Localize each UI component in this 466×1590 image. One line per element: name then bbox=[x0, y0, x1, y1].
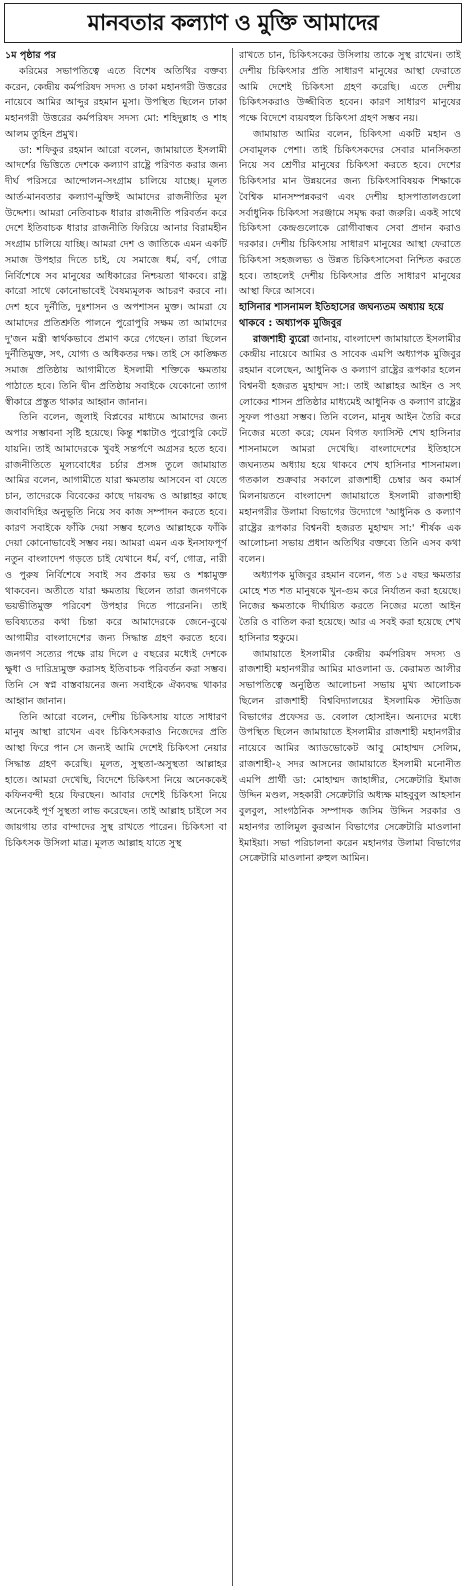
article-column-left bbox=[5, 48, 227, 1586]
paragraph: তিনি বলেন, জুলাই বিপ্লবের মাধ্যমে আমাদের জন্য অপার সম্ভাবনা সৃষ্টি হয়েছে। কিন্তু শঙ্কাটাও পুরোপুরি কেটে যায়নি। তাই আমাদেরকে খুবই সন্তর্পণে অগ্রসর হতে হবে। রাজনীতিতে মূল্যবোধের চর্চার প্রসঙ্গ তুলে জামায়াত আমির বলেন, আগামীতে যারা ক্ষমতায় আসবেন বা যেতে চান, তাদেরকে বিবেকের কাছে দায়বদ্ধ ও আল্লাহর কাছে জবাবদিহির অনুভূতি নিয়ে সব কাজ সম্পাদন করতে হবে। কারণ সবাইকে ফাঁকি দেয়া সম্ভব হলেও আল্লাহকে ফাঁকি দেয়া কোনোভাবেই সম্ভব নয়। আমরা এমন এক ইনসাফপূর্ণ নতুন বাংলাদেশ গড়তে চাই যেখানে ধর্ম, বর্ণ, গোত্র, নারী ও পুরুষ নির্বিশেষে সবাই সব প্রকার ভয় ও শঙ্কামুক্ত থাকবেন। অতীতে যারা ক্ষমতায় ছিলেন তারা জনগণকে ভয়ভীতিমুক্ত পরিবেশ উপহার দিতে পারেননি। তাই ভবিষ্যতের কথা চিন্তা করে আমাদেরকে জেনে-বুঝে আগামীর বাংলাদেশের জন্য সিদ্ধান্ত গ্রহণ করতে হবে। জনগণ সত্যের পক্ষে রায় দিলে ৫ বছরের মধ্যেই দেশকে ক্ষুধা ও দারিদ্র্যমুক্ত করাসহ ইতিবাচক পরিবর্তন করা সম্ভব। তিনি সে স্বপ্ন বাস্তবায়নের জন্য সবাইকে ঐক্যবদ্ধ থাকার আহ্বান জানান। bbox=[5, 412, 227, 707]
paragraph: রাখতে চান, চিকিৎসকের উসিলায় তাকে সুস্থ রাখেন। তাই দেশীয় চিকিৎসার প্রতি সাধারণ মানুষের আস্থা ফেরাতে আমি দেশেই চিকিৎসা গ্রহণ করেছি। এতে দেশীয় চিকিৎসকরাও উজ্জীবিত হবেন। কারণ সাধারণ মানুষের পক্ষে বিদেশে ব্যয়বহুল চিকিৎসা গ্রহণ সম্ভব নয়। bbox=[239, 50, 461, 124]
headline: মানবতার কল্যাণ ও মুক্তি আমাদের bbox=[4, 3, 462, 43]
dateline: রাজশাহী ব্যুরো bbox=[253, 333, 310, 345]
paragraph: জামায়াতে ইসলামীর কেন্দ্রীয় কর্মপরিষদ সদস্য ও রাজশাহী মহানগরীর আমির মাওলানা ড. কেরামত আলীর সভাপতিত্বে অনুষ্ঠিত আলোচনা সভায় মুখ্য আলোচক ছিলেন রাজশাহী বিশ্ববিদ্যালয়ের ইসলামিক স্টাডিজ বিভাগের প্রফেসর ড. বেলাল হোসাইন। অন্যদের মধ্যে উপস্থিত ছিলেন জামায়াতে ইসলামীর রাজশাহী মহানগরীর নায়েবে আমির অ্যাডভোকেট আবু মোহাম্মদ সেলিম, রাজশাহী-২ সদর আসনের জামায়াতে ইসলামী মনোনীত এমপি প্রার্থী ডা: মোহাম্মদ জাহাঙ্গীর, সেক্রেটারি ইমাজ উদ্দিন মণ্ডল, সহকারী সেক্রেটারি অধ্যক্ষ মাহবুবুল আহসান বুলবুল, সাংগঠনিক সম্পাদক জসিম উদ্দিন সরকার ও মহানগর তালিমুল কুরআন বিভাগের সেক্রেটারি মাওলানা ইমাইয়া। সভা পরিচালনা করেন মহানগর উলামা বিভাগের সেক্রেটারি মাওলানা রুহুল আমিন। bbox=[239, 648, 461, 865]
paragraph-text: জানায়, বাংলাদেশ জামায়াতে ইসলামীর কেন্দ্রীয় নায়েবে আমির ও সাবেক এমপি অধ্যাপক মুজিবুর রহমান বলেছেন, আধুনিক ও কল্যাণ রাষ্ট্রের রূপকার হলেন বিশ্বনবী হজরত মুহাম্মদ সা:। তাই আল্লাহর আইন ও সৎ লোকের শাসন প্রতিষ্ঠার মাধ্যমেই আধুনিক ও কল্যাণ রাষ্ট্রের সুফল পাওয়া সম্ভব। তিনি বলেন, মানুষ আইন তৈরি করে নিজের মতো করে; যেমন বিগত ফ্যাসিস্ট শেখ হাসিনার শাসনামলে আমরা দেখেছি। বাংলাদেশের ইতিহাসে জঘন্যতম অধ্যায় হয়ে থাকবে শেখ হাসিনার শাসনামল। গতকাল শুক্রবার সকালে রাজশাহী চেম্বার অব কমার্স মিলনায়তনে বাংলাদেশ জামায়াতে ইসলামী রাজশাহী মহানগরীর উলামা বিভাগের উদ্যোগে 'আধুনিক ও কল্যাণ রাষ্ট্রের রূপকার বিশ্বনবী হজরত মুহাম্মদ সা:' শীর্ষক এক আলোচনা সভায় প্রধান অতিথির বক্তব্যে তিনি এসব কথা বলেন। bbox=[239, 333, 461, 565]
paragraph: করিমের সভাপতিত্বে এতে বিশেষ অতিথির বক্তব্য করেন, কেন্দ্রীয় কর্মপরিষদ সদস্য ও ঢাকা মহানগরী উত্তরের নায়েবে আমির আব্দুর রহমান মুসা। উপস্থিত ছিলেন ঢাকা মহানগরী উত্তরের কর্মপরিষদ সদস্য মো: শহিদুল্লাহ ও শাহ আলম তুহিন প্রমুখ। bbox=[5, 65, 227, 140]
article-column-right bbox=[239, 48, 461, 1586]
paragraph: তিনি আরো বলেন, দেশীয় চিকিৎসায় যাতে সাধারণ মানুষ আস্থা রাখেন এবং চিকিৎসকরাও নিজেদের প্রতি আস্থা ফিরে পান সে জন্যই আমি দেশেই চিকিৎসা নেয়ার সিদ্ধান্ত গ্রহণ করেছি। মূলত, সুস্থতা-অসুস্থতা আল্লাহর হাতে। আমরা দেখেছি, বিদেশে চিকিৎসা নিয়ে অনেককেই কফিনবন্দী হয়ে ফিরছেন। আবার দেশেই চিকিৎসা নিয়ে অনেকেই পূর্ণ সুস্থতা লাভ করেছেন। তাই আল্লাহ চাইলে সব জায়গায় তার বান্দাদের সুস্থ রাখতে পারেন। চিকিৎসা বা চিকিৎসক উসিলা মাত্র। মূলত আল্লাহ যাতে সুস্থ bbox=[5, 711, 227, 849]
paragraph: অধ্যাপক মুজিবুর রহমান বলেন, গত ১৫ বছর ক্ষমতার মোহে শত শত মানুষকে খুন-গুম করে নির্যাতন করা হয়েছে। নিজের ক্ষমতাকে দীর্ঘায়িত করতে নিজের মতো আইন তৈরি ও বাতিল করা হয়েছে। আর এ সবই করা হয়েছে শেখ হাসিনার হুকুমে। bbox=[239, 569, 461, 644]
column-divider bbox=[232, 48, 233, 1586]
dateline-paragraph bbox=[239, 332, 461, 568]
paragraph: ডা: শফিকুর রহমান আরো বলেন, জামায়াতে ইসলামী আদর্শের ভিত্তিতে দেশকে কল্যাণ রাষ্ট্রে পরিণত করার জন্য দীর্ঘ পরিসরে আন্দোলন-সংগ্রাম চালিয়ে যাচ্ছে। মূলত আর্ত-মানবতার কল্যাণ-মুক্তিই আমাদের রাজনীতির মূল উদ্দেশ্য। আমরা নেতিবাচক ধারার রাজনীতি পরিবর্তন করে দেশে ইতিবাচক ধারার রাজনীতি ফিরিয়ে আনার বিরামহীন সংগ্রাম চালিয়ে যাচ্ছি। আমরা দেশ ও জাতিকে এমন একটি সমাজ উপহার দিতে চাই, যে সমাজে ধর্ম, বর্ণ, গোত্র নির্বিশেষে সব মানুষের অধিকারের নিশ্চয়তা থাকবে। রাষ্ট্র কারো সাথে কোনোভাবেই বৈষম্যমূলক আচরণ করবে না। দেশ হবে দুর্নীতি, দুঃশাসন ও অপশাসন মুক্ত। আমরা যে আমাদের প্রতিশ্রুতি পালনে পুরোপুরি সক্ষম তা আমাদের দু'জন মন্ত্রী স্বার্থকভাবে প্রমাণ করে গেছেন। তারা ছিলেন দুর্নীতিমুক্ত, সৎ, যোগ্য ও অধিকতর দক্ষ। তাই সে কাঙ্ক্ষিত সমাজ প্রতিষ্ঠায় আগামীতে ইসলামী শক্তিকে ক্ষমতায় পাঠাতে হবে। তিনি দ্বীন প্রতিষ্ঠায় সবাইকে যেকোনো ত্যাগ স্বীকারে প্রস্তুত থাকার আহ্বান জানান। bbox=[5, 144, 227, 408]
paragraph: জামায়াত আমির বলেন, চিকিৎসা একটি মহান ও সেবামূলক পেশা। তাই চিকিৎসকদের সেবার মানসিকতা নিয়ে সব শ্রেণীর মানুষের চিকিৎসা করতে হবে। দেশের চিকিৎসার মান উন্নয়নের জন্য চিকিৎসাবিষয়ক শিক্ষাকে বৈশ্বিক মানসম্পন্নকরণ এবং দেশীয় হাসপাতালগুলো সর্বাধুনিক চিকিৎসা সরঞ্জামে সমৃদ্ধ করা জরুরি। একই সাথে চিকিৎসা কেন্দ্রগুলোকে রোগীবান্ধব সেবা প্রদান করাও দরকার। দেশীয় চিকিৎসায় সাধারণ মানুষের আস্থা ফেরাতে চিকিৎসা সহজলভ্য ও উন্নত চিকিৎসাসেবা নিশ্চিত করতে হবে। তাহলেই দেশীয় চিকিৎসার প্রতি সাধারণ মানুষের আস্থা ফিরে আসবে। bbox=[239, 128, 461, 298]
continuation-label: ১ম পৃষ্ঠার পর bbox=[5, 50, 56, 61]
subheading: হাসিনার শাসনামল ইতিহাসের জঘন্যতম অধ্যায় হয়ে থাকবে : অধ্যাপক মুজিবুর bbox=[239, 302, 444, 329]
